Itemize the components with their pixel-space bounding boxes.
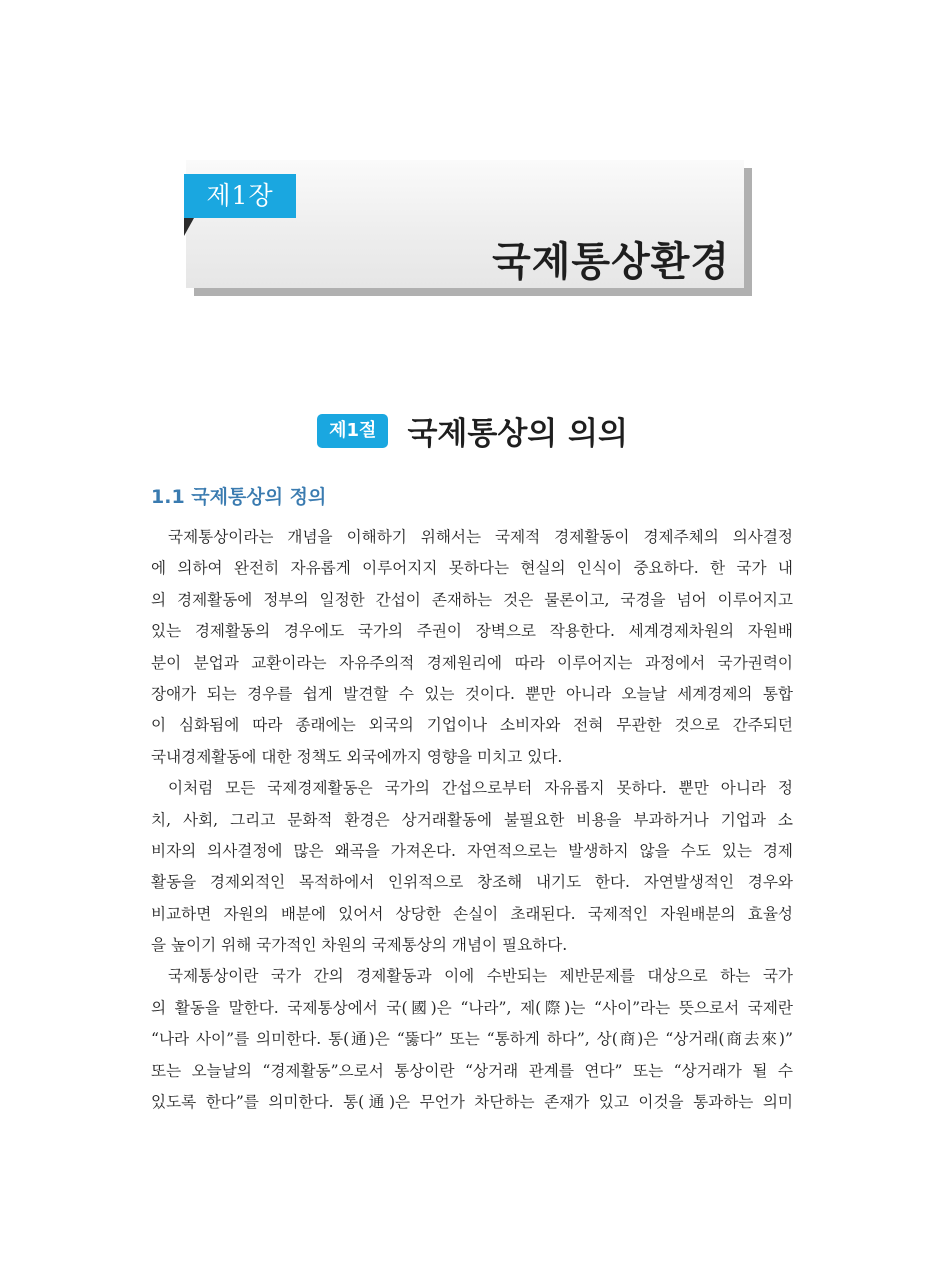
paragraph-line: 국제통상이라는 개념을 이해하기 위해서는 국제적 경제활동이 경제주체의 의사결정 [168, 528, 793, 546]
paragraph-line: 또는 오늘날의 “경제활동”으로서 통상이란 “상거래 관계를 연다” 또는 “상거래가 될 수 [151, 1061, 793, 1080]
paragraph-line: 장애가 되는 경우를 쉽게 발견할 수 있는 것이다. 뿐만 아니라 오늘날 세계경제의 통합 [151, 684, 793, 703]
paragraph-line: 비자의 의사결정에 많은 왜곡을 가져온다. 자연적으로는 발생하지 않을 수도 있는 경제 [151, 841, 793, 860]
paragraph-line: 의 활동을 말한다. 국제통상에서 국(國)은 “나라”, 제(際)는 “사이”라는 뜻으로서 국제란 [151, 998, 793, 1017]
section-tag: 제1절 [317, 414, 388, 448]
chapter-banner [186, 160, 744, 288]
paragraph-line: 국제통상이란 국가 간의 경제활동과 이에 수반되는 제반문제를 대상으로 하는 국가 [168, 967, 793, 986]
section-title: 국제통상의 의의 [407, 416, 628, 452]
body-text [151, 522, 793, 1118]
paragraph-line: 이 심화됨에 따라 종래에는 외국의 기업이나 소비자와 전혀 무관한 것으로 간주되던 [151, 716, 793, 735]
chapter-title: 국제통상환경 [492, 239, 730, 285]
paragraph-line: “나라 사이”를 의미한다. 통(通)은 “뚫다” 또는 “통하게 하다”, 상(商)은 “상거래(商去來)” [151, 1030, 793, 1049]
paragraph-line: 치, 사회, 그리고 문화적 환경은 상거래활동에 불필요한 비용을 부과하거나 기업과 소 [151, 810, 793, 829]
paragraph-line: 의 경제활동에 정부의 일정한 간섭이 존재하는 것은 물론이고, 국경을 넘어 이루어지고 [151, 590, 793, 609]
paragraph-line: 비교하면 자원의 배분에 있어서 상당한 손실이 초래된다. 국제적인 자원배분의 효율성 [151, 904, 793, 923]
paragraph-line: 활동을 경제외적인 목적하에서 인위적으로 창조해 내기도 한다. 자연발생적인 경우와 [151, 873, 793, 892]
subsection-title: 1.1 국제통상의 정의 [151, 486, 327, 508]
paragraph-line: 에 의하여 완전히 자유롭게 이루어지지 못하다는 현실의 인식이 중요하다. 한 국가 내 [151, 559, 793, 578]
paragraph-line: 분이 분업과 교환이라는 자유주의적 경제원리에 따라 이루어지는 과정에서 국가권력이 [151, 653, 793, 672]
paragraph-line: 있는 경제활동의 경우에도 국가의 주권이 장벽으로 작용한다. 세계경제차원의 자원배 [151, 622, 793, 641]
paragraph-line: 을 높이기 위해 국가적인 차원의 국제통상의 개념이 필요하다. [151, 936, 568, 955]
paragraph-line: 국내경제활동에 대한 정책도 외국에까지 영향을 미치고 있다. [151, 747, 563, 766]
paragraph-line: 있도록 한다”를 의미한다. 통(通)은 무언가 차단하는 존재가 있고 이것을 통과하는 의미 [151, 1093, 793, 1112]
chapter-tag: 제1장 [184, 174, 296, 218]
paragraph-line: 이처럼 모든 국제경제활동은 국가의 간섭으로부터 자유롭지 못하다. 뿐만 아니라 정 [168, 779, 793, 798]
chapter-tag-fold [184, 218, 194, 236]
section-heading [0, 408, 945, 453]
